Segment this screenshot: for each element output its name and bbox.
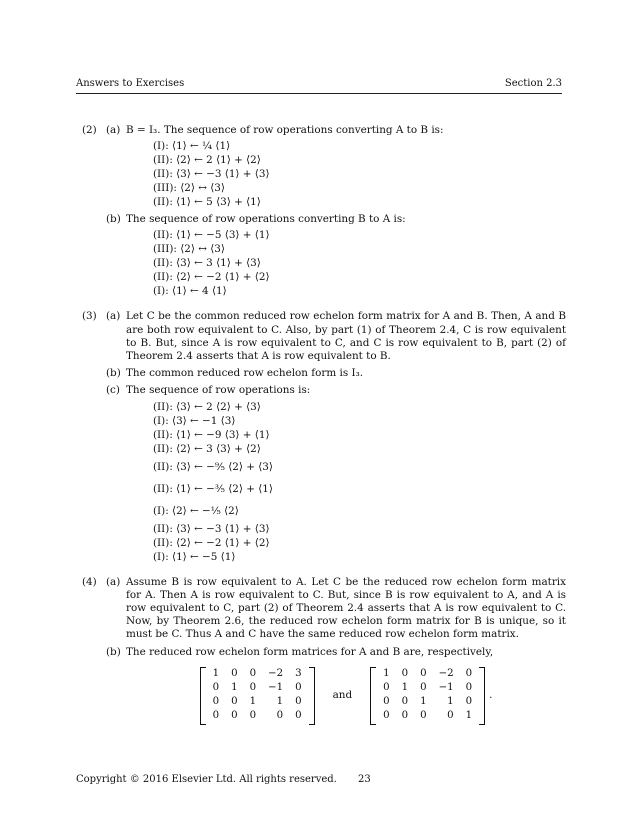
matrix-a [200, 667, 315, 725]
row-operation: (I): ⟨2⟩ ← −¹⁄₅ ⟨2⟩ [153, 504, 239, 517]
part-label: (b) [106, 645, 121, 658]
matrix-cell: 0 [465, 668, 473, 680]
part-label: (a) [106, 575, 121, 588]
matrix-row [377, 682, 478, 696]
matrix-cell: 0 [231, 710, 238, 722]
row-operation-list [126, 228, 566, 298]
matrix-cell: −2 [268, 668, 284, 680]
row-operation: (II): ⟨3⟩ ← −3 ⟨1⟩ + ⟨3⟩ [153, 522, 270, 535]
matrix-cell: 0 [249, 682, 257, 694]
row-operation: (II): ⟨2⟩ ← −2 ⟨1⟩ + ⟨2⟩ [153, 271, 270, 284]
part-text: Assume B is row equivalent to A. Let C be the reduced row echelon form matrix for A. Then A is row equivalent to C. But, since B is row equivalent to A, and A is row equivalent to C, part (2) of Theorem 2.4 asserts that A is row equivalent to C. Now, by Theorem 2.6, the reduced row echelon form matrix for B is unique, so it must be C. Thus A and C have the same reduced row echelon form matrix. [126, 575, 566, 641]
matrix-cell: 0 [401, 668, 409, 680]
part-text: B = I₃. The sequence of row operations converting A to B is: [126, 124, 444, 136]
matrix-cell: 0 [295, 696, 302, 708]
answers-content [76, 124, 566, 725]
exercise-4-part-b [106, 646, 566, 725]
exercise-2 [76, 124, 566, 298]
matrix-cell: 0 [276, 710, 284, 722]
part-label: (c) [106, 384, 120, 397]
matrix-cell: 1 [420, 696, 427, 708]
matrix-cell: −1 [438, 682, 454, 694]
matrix-row [377, 668, 478, 682]
matrix-cell: 1 [212, 668, 220, 680]
page-footer [76, 774, 371, 787]
matrix-conjunction: and [332, 689, 353, 702]
row-operation: (II): ⟨3⟩ ← −3 ⟨1⟩ + ⟨3⟩ [153, 168, 270, 181]
exercise-2-part-b [106, 213, 566, 298]
row-operation: (III): ⟨2⟩ ↔ ⟨3⟩ [153, 243, 225, 256]
matrix-cell: 0 [249, 710, 257, 722]
exercise-3-part-c [106, 384, 566, 563]
matrix-row [207, 668, 308, 682]
row-operation: (I): ⟨3⟩ ← −1 ⟨3⟩ [153, 414, 236, 427]
matrix-cell: 0 [465, 682, 473, 694]
matrix-cell: 0 [383, 710, 390, 722]
matrix-cell: 0 [295, 682, 302, 694]
copyright-notice: Copyright © 2016 Elsevier Ltd. All rights reserved. [76, 774, 337, 785]
part-text: The sequence of row operations is: [126, 384, 311, 397]
matrix-cell: 0 [212, 682, 220, 694]
matrix-cell: 0 [420, 682, 427, 694]
header-right: Section 2.3 [504, 78, 562, 89]
row-operation: (I): ⟨1⟩ ← 4 ⟨1⟩ [153, 285, 227, 298]
part-label: (b) [106, 213, 121, 226]
exercise-4-part-a [106, 576, 566, 642]
matrix-cell: −1 [268, 682, 284, 694]
matrix-cell: 0 [212, 710, 220, 722]
row-operation: (II): ⟨1⟩ ← −³⁄₅ ⟨2⟩ + ⟨1⟩ [153, 482, 273, 495]
matrix-cell: 1 [465, 710, 473, 722]
matrix-cell: −2 [438, 668, 454, 680]
matrix-row [207, 696, 308, 710]
matrix-cell: 0 [249, 668, 257, 680]
matrix-pair [126, 667, 566, 725]
matrix-cell: 0 [447, 710, 454, 722]
part-text: The common reduced row echelon form is I₃. [126, 367, 364, 380]
row-operation: (I): ⟨1⟩ ← ¼ ⟨1⟩ [153, 140, 231, 153]
matrix-row [377, 710, 478, 724]
part-label: (a) [106, 310, 121, 323]
matrix-cell: 1 [249, 696, 257, 708]
matrix-cell: 0 [420, 710, 427, 722]
matrix-cell: 0 [383, 682, 390, 694]
header-rule [76, 93, 562, 94]
matrix-cell: 1 [383, 668, 390, 680]
matrix-cell: 1 [401, 682, 409, 694]
part-text: The sequence of row operations converting B to A is: [126, 213, 406, 226]
exercise-number: (3) [82, 310, 97, 323]
matrix-trailing-period: . [489, 689, 493, 702]
row-operation-list [126, 400, 566, 564]
part-label: (b) [106, 367, 121, 380]
matrix-cell: 0 [212, 696, 220, 708]
row-operation: (II): ⟨3⟩ ← 2 ⟨2⟩ + ⟨3⟩ [153, 400, 261, 413]
row-operation: (II): ⟨3⟩ ← −⁹⁄₅ ⟨2⟩ + ⟨3⟩ [153, 460, 273, 473]
header-left: Answers to Exercises [76, 78, 185, 89]
matrix-cell: 0 [295, 710, 302, 722]
row-operation: (II): ⟨1⟩ ← 5 ⟨3⟩ + ⟨1⟩ [153, 196, 261, 209]
exercise-4 [76, 576, 566, 725]
matrix-row [207, 682, 308, 696]
matrix-b [370, 667, 485, 725]
row-operation: (II): ⟨1⟩ ← −9 ⟨3⟩ + ⟨1⟩ [153, 428, 270, 441]
matrix-cell: 0 [383, 696, 390, 708]
row-operation: (II): ⟨2⟩ ← 3 ⟨3⟩ + ⟨2⟩ [153, 442, 261, 455]
row-operation: (II): ⟨2⟩ ← 2 ⟨1⟩ + ⟨2⟩ [153, 154, 261, 167]
part-label: (a) [106, 124, 121, 136]
row-operation-list [126, 139, 566, 209]
matrix-cell: 0 [231, 696, 238, 708]
matrix-row [377, 696, 478, 710]
matrix-cell: 0 [420, 668, 427, 680]
matrix-cell: 1 [276, 696, 284, 708]
exercise-number: (4) [82, 575, 97, 588]
matrix-cell: 1 [231, 682, 238, 694]
row-operation: (II): ⟨3⟩ ← 3 ⟨1⟩ + ⟨3⟩ [153, 257, 261, 270]
row-operation: (II): ⟨1⟩ ← −5 ⟨3⟩ + ⟨1⟩ [153, 229, 270, 242]
exercise-number: (2) [82, 124, 97, 136]
running-header [76, 78, 562, 91]
exercise-2-part-a [106, 124, 566, 209]
matrix-row [207, 710, 308, 724]
part-text: Let C be the common reduced row echelon form matrix for A and B. Then, A and B are both row equivalent to C. Also, by part (1) of Theorem 2.4, C is row equivalent to B. But, since A is row equivalent to C, and C is row equivalent to B, part (2) of Theorem 2.4 asserts that A is row equivalent to B. [126, 310, 566, 363]
row-operation: (II): ⟨2⟩ ← −2 ⟨1⟩ + ⟨2⟩ [153, 536, 270, 549]
page-number: 23 [358, 774, 371, 785]
part-text: The reduced row echelon form matrices for A and B are, respectively, [126, 645, 494, 658]
exercise-3 [76, 310, 566, 563]
matrix-cell: 0 [401, 710, 409, 722]
matrix-cell: 1 [447, 696, 454, 708]
row-operation: (I): ⟨1⟩ ← −5 ⟨1⟩ [153, 550, 236, 563]
matrix-cell: 3 [295, 668, 302, 680]
matrix-cell: 0 [465, 696, 473, 708]
exercise-3-part-b [106, 367, 566, 380]
matrix-cell: 0 [231, 668, 238, 680]
row-operation: (III): ⟨2⟩ ↔ ⟨3⟩ [153, 182, 225, 195]
matrix-cell: 0 [401, 696, 409, 708]
exercise-3-part-a [106, 310, 566, 363]
